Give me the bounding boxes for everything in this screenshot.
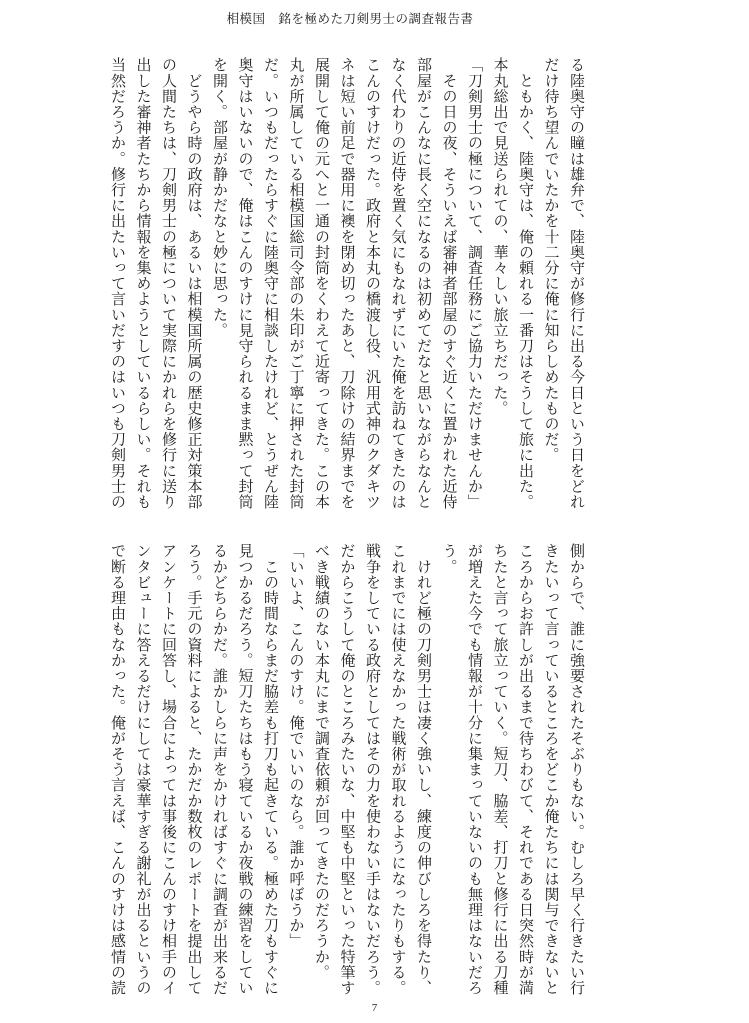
text-line: ちたと言って旅立っていく。短刀、脇差、打刀と修行に出る刀種 [491, 543, 508, 996]
text-line: きたいって言っているところをどこか俺たちには関与できないと [542, 543, 559, 996]
text-line: う。 [440, 543, 457, 575]
text-line: 展開して俺の元へと一通の封筒をくわえて近寄ってきた。この本 [313, 57, 329, 510]
text-line: 戦争をしている政府としてはその力を使わない手はないだろう。 [364, 543, 380, 996]
text-line: 見つかるだろう。短刀たちはもう寝ているか夜戦の練習をしてい [236, 543, 253, 996]
text-line: どうやら時の政府は、あるいは相模国所属の歴史修正対策本部 [185, 57, 202, 510]
text-line: 出した審神者たちから情報を集めようとしているらしい。それも [134, 57, 151, 510]
text-line: が増えた今でも情報が十分に集まっていないのも無理はないだろ [466, 543, 482, 996]
text-line: を開く。部屋が静かだなと妙に思った。 [211, 57, 227, 338]
text-line: だけ待ち望んでいたかを十二分に俺に知らしめたものだ。 [542, 57, 559, 463]
text-line: る陸奥守の瞳は雄弁で、陸奥守が修行に出る今日という日をどれ [568, 57, 584, 510]
text-line: アンケートに回答し、場合によっては事後にこんのすけ相手のイ [160, 543, 176, 996]
text-line: 当然だろうか。修行に出たいって言いだすのはいつも刀剣男士の [109, 57, 125, 510]
text-line: なく代わりの近侍を置く気にもなれずにいた俺を訪ねてきたのは [389, 57, 406, 510]
text-line: ころからお許しが出るまで待ちわびて、それである日突然時が満 [517, 543, 533, 996]
text-line: 奥守はいないので、俺はこんのすけに見守られるまま黙って封筒 [236, 57, 253, 510]
text-line: べき戦績のない本丸にまで調査依頼が回ってきたのだろうか。 [313, 543, 329, 980]
text-line: で断る理由もなかった。俺がそう言えば、こんのすけは感情の読 [109, 543, 125, 996]
text-line: 本丸総出で見送られての、華々しい旅立ちだった。 [491, 57, 508, 416]
text-line: ンタビューに答えるだけにしては豪華すぎる謝礼が出るというの [134, 543, 151, 996]
text-line: こんのすけだった。政府と本丸の橋渡し役、汎用式神のクダキツ [364, 57, 380, 510]
text-line: の人間たちは、刀剣男士の極について実際にかれらを修行に送り [160, 57, 176, 510]
text-block-top [104, 57, 589, 525]
text-block-bottom [104, 543, 589, 1011]
page-header-title: 相模国 銘を極めた刀剣男士の調査報告書 [226, 12, 474, 26]
text-line: ネは短い前足で器用に襖を閉め切ったあと、刀除けの結界までを [338, 57, 355, 510]
text-line: 「いいよ、こんのすけ。俺でいいのなら。誰か呼ぼうか」 [287, 543, 304, 949]
text-line: るかどちらかだ。誰かしらに声をかければすぐに調査が出来るだ [211, 543, 227, 996]
page-number: 7 [371, 1002, 378, 1014]
text-line: 丸が所属している相模国総司令部の朱印がご丁寧に押された封筒 [287, 57, 304, 510]
text-line: 「刀剣男士の極について、調査任務にご協力いただけませんか」 [466, 57, 482, 510]
text-line: ともかく、陸奥守は、俺の頼れる一番刀はそうして旅に出た。 [517, 57, 533, 510]
text-line: 側からで、誰に強要されたそぶりもない。むしろ早く行きたい行 [568, 543, 584, 996]
text-line: ろう。手元の資料によると、たかだか数枚のレポートを提出して [185, 543, 202, 996]
text-line: これまでには使えなかった戦術が取れるようになったりもする。 [389, 543, 406, 996]
text-line: 部屋がこんなに長く空になるのは初めてだなと思いながらなんと [415, 57, 431, 510]
text-line: けれど極の刀剣男士は凄く強いし、練度の伸びしろを得たり、 [415, 543, 431, 996]
text-line: その日の夜、そういえば審神者部屋のすぐ近くに置かれた近侍 [440, 57, 457, 510]
text-line: この時間ならまだ脇差も打刀も起きている。極めた刀もすぐに [262, 543, 278, 996]
text-line: だ。いつもだったらすぐに陸奥守に相談したけれど、とうぜん陸 [262, 57, 278, 510]
text-line: だからこうして俺のところみたいな、中堅も中堅といった特筆す [338, 543, 355, 996]
